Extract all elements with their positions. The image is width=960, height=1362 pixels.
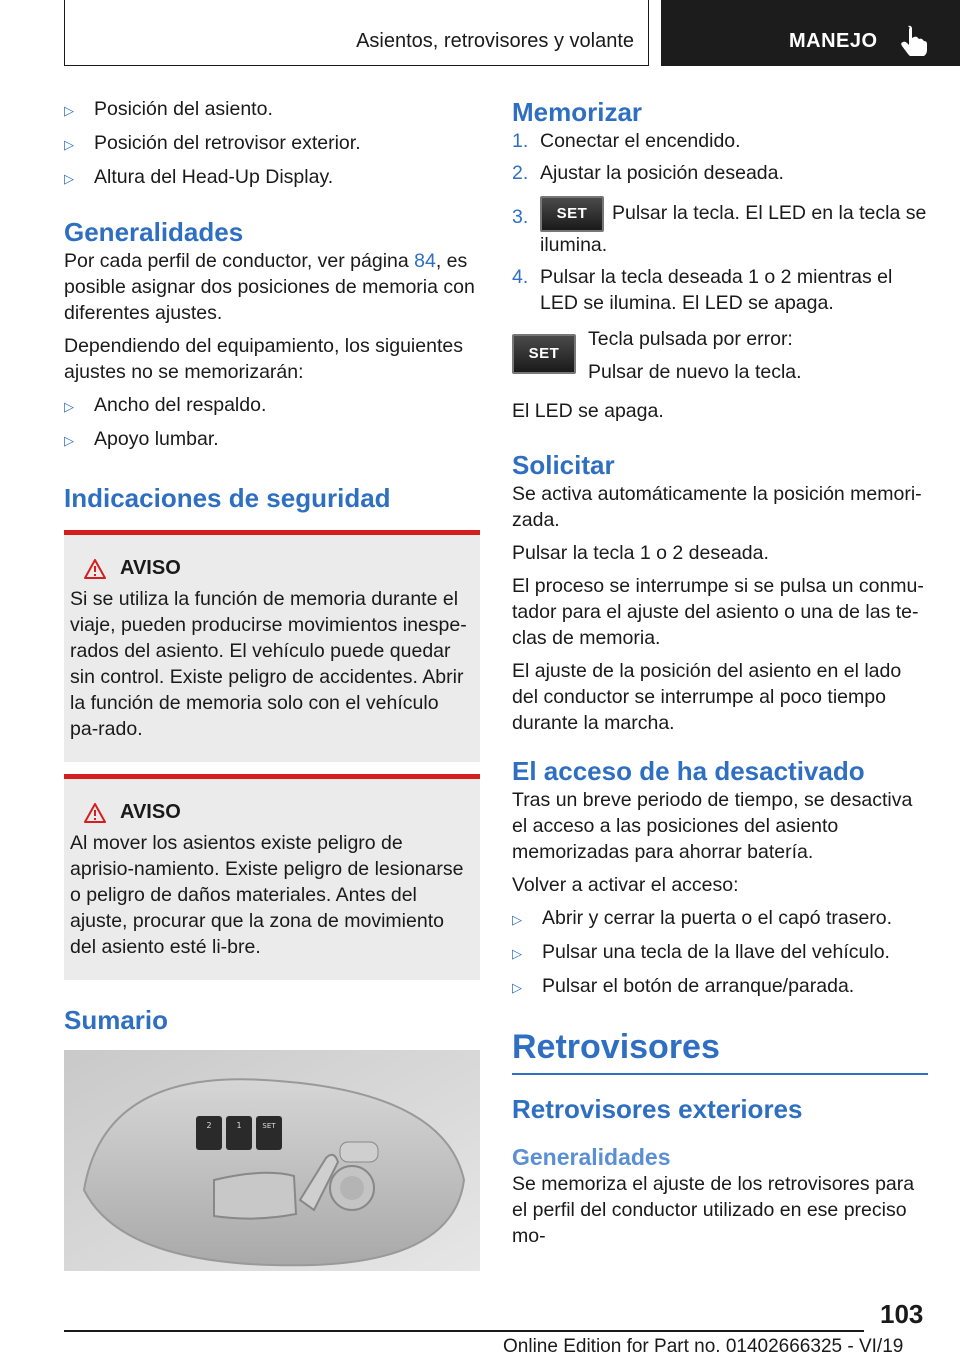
note-repeat: Pulsar de nuevo la tecla. bbox=[588, 361, 802, 383]
warning-box-2 bbox=[64, 774, 480, 980]
seat-controls-illustration bbox=[64, 1050, 480, 1271]
paragraph-equipment: Dependiendo del equipamiento, los siguientes ajustes no se memorizarán: bbox=[64, 335, 463, 383]
heading-generalidades-2: Generalidades bbox=[512, 1144, 671, 1170]
bullet-text: Pulsar el botón de arranque/parada. bbox=[542, 975, 855, 997]
seat-controls-photo bbox=[64, 1050, 480, 1271]
triangle-bullet-icon: ▷ bbox=[512, 980, 522, 995]
bullet-item bbox=[64, 426, 480, 454]
paragraph-solicitar-4: El ajuste de la posición del asiento en el lado del conductor se interrumpe al poco tiempo durante la marcha. bbox=[512, 660, 902, 734]
paragraph-retrovisores: Se memoriza el ajuste de los retrovisores para el perfil del conductor utilizado en ese preciso mo- bbox=[512, 1173, 915, 1247]
heading-solicitar: Solicitar bbox=[512, 450, 615, 480]
bullet-text: Altura del Head-Up Display. bbox=[94, 166, 334, 188]
step-number: 3. bbox=[512, 206, 529, 228]
bullet-item bbox=[64, 392, 480, 420]
bullet-text: Pulsar una tecla de la llave del vehículo. bbox=[542, 941, 890, 963]
bullet-item bbox=[512, 973, 928, 1001]
photo-button-2: 2 bbox=[206, 1121, 212, 1130]
triangle-bullet-icon: ▷ bbox=[64, 399, 74, 414]
heading-retrovisores: Retrovisores bbox=[512, 1028, 720, 1066]
step-4 bbox=[512, 264, 928, 316]
bullet-item bbox=[64, 96, 480, 124]
bullet-text: Abrir y cerrar la puerta o el capó trasero. bbox=[542, 907, 893, 929]
step-text: Pulsar la tecla. El LED en la tecla se ilumina. bbox=[540, 202, 927, 256]
step-1 bbox=[512, 128, 928, 154]
heading-acceso: El acceso de ha desactivado bbox=[512, 756, 865, 786]
header-section-box bbox=[64, 0, 649, 66]
step-number: 1. bbox=[512, 130, 529, 152]
paragraph-profiles bbox=[64, 248, 480, 326]
heading-retrovisores-exteriores: Retrovisores exteriores bbox=[512, 1094, 803, 1124]
warning-text: Si se utiliza la función de memoria durante el viaje, pueden producirse movimientos inespe-rados del asiento. El vehículo puede quedar sin control. Existe peligro de accidentes. Abrir la función de memoria solo con el vehículo pa-rado. bbox=[70, 588, 467, 740]
triangle-bullet-icon: ▷ bbox=[64, 433, 74, 448]
bullet-item bbox=[64, 164, 480, 192]
step-text: Conectar el encendido. bbox=[540, 130, 741, 152]
bullet-text: Ancho del respaldo. bbox=[94, 394, 267, 416]
warning-triangle-icon bbox=[84, 803, 106, 823]
triangle-bullet-icon: ▷ bbox=[64, 103, 74, 118]
right-column bbox=[512, 96, 928, 1256]
page-number: 103 bbox=[880, 1299, 924, 1329]
header-section-title: Asientos, retrovisores y volante bbox=[356, 30, 634, 52]
photo-button-set: SET bbox=[262, 1122, 276, 1130]
left-column bbox=[64, 96, 480, 1271]
page-link-84[interactable]: 84 bbox=[414, 250, 436, 272]
step-text: Ajustar la posición deseada. bbox=[540, 162, 784, 184]
led-off-text: El LED se apaga. bbox=[512, 400, 664, 422]
header-chapter-title: MANEJO bbox=[789, 30, 878, 52]
heading-generalidades: Generalidades bbox=[64, 217, 244, 247]
step-2 bbox=[512, 160, 928, 186]
header-chapter-box bbox=[661, 0, 960, 66]
footer-rule bbox=[64, 1330, 864, 1332]
warning-text: Al mover los asientos existe peligro de aprisio-namiento. Existe peligro de lesionarse o peligro de daños materiales. Antes del ajuste, procurar que la zona de movimiento del asiento esté li-bre. bbox=[70, 832, 464, 958]
footer-edition: Online Edition for Part no. 01402666325 - VI/19 bbox=[503, 1336, 904, 1357]
step-text: Pulsar la tecla deseada 1 o 2 mientras el LED se ilumina. El LED se apaga. bbox=[540, 266, 893, 314]
step-number: 4. bbox=[512, 266, 529, 288]
paragraph-acceso-2: Volver a activar el acceso: bbox=[512, 874, 739, 896]
photo-button-1: 1 bbox=[236, 1121, 242, 1130]
paragraph-solicitar-3: El proceso se interrumpe si se pulsa un conmu-tador para el ajuste del asiento o una de las te-clas de memoria. bbox=[512, 575, 924, 649]
step-text-wrap bbox=[540, 196, 928, 258]
triangle-bullet-icon: ▷ bbox=[64, 137, 74, 152]
paragraph-solicitar-1: Se activa automáticamente la posición memori-zada. bbox=[512, 483, 922, 531]
bullet-text: Apoyo lumbar. bbox=[94, 428, 219, 450]
warning-box-1 bbox=[64, 530, 480, 762]
triangle-bullet-icon: ▷ bbox=[512, 912, 522, 927]
heading-memorizar: Memorizar bbox=[512, 97, 643, 127]
triangle-bullet-icon: ▷ bbox=[512, 946, 522, 961]
warning-triangle-icon bbox=[84, 559, 106, 579]
pointing-hand-icon bbox=[899, 24, 927, 56]
paragraph-acceso-1: Tras un breve periodo de tiempo, se desactiva el acceso a las posiciones del asiento memorizadas para ahorrar batería. bbox=[512, 789, 913, 863]
paragraph-solicitar-2: Pulsar la tecla 1 o 2 deseada. bbox=[512, 542, 769, 564]
heading-sumario: Sumario bbox=[64, 1005, 169, 1035]
text-span: , es posible asignar dos posiciones de memoria con diferentes ajustes. bbox=[64, 250, 475, 324]
triangle-bullet-icon: ▷ bbox=[64, 171, 74, 186]
bullet-text: Posición del asiento. bbox=[94, 98, 273, 120]
heading-seguridad: Indicaciones de seguridad bbox=[64, 483, 391, 513]
step-number: 2. bbox=[512, 162, 529, 184]
step-3 bbox=[512, 196, 928, 258]
note-error: Tecla pulsada por error: bbox=[588, 328, 793, 350]
warning-title: AVISO bbox=[120, 801, 181, 823]
bullet-text: Posición del retrovisor exterior. bbox=[94, 132, 361, 154]
set-key-icon: SET bbox=[540, 196, 604, 232]
bullet-item bbox=[512, 905, 928, 933]
bullet-item bbox=[512, 939, 928, 967]
bullet-item bbox=[64, 130, 480, 158]
set-key-icon: SET bbox=[512, 334, 576, 374]
text-span: Por cada perfil de conductor, ver página bbox=[64, 250, 415, 272]
set-note bbox=[512, 326, 928, 392]
warning-title: AVISO bbox=[120, 557, 181, 579]
